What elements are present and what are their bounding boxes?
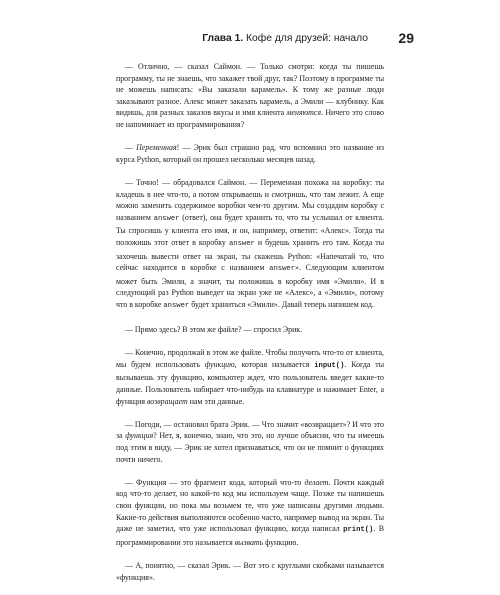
emphasis-term: делает — [304, 477, 329, 487]
paragraph — [116, 177, 384, 313]
text-run: — Конечно, продолжай в этом же файле. Чтобы получить что-то от клиента, мы будем использовать — [116, 348, 384, 369]
code-term: answer — [269, 265, 296, 274]
text-run: ». Следующим клиентом может быть Эмили, а значит, ты положишь в коробку имя «Эмили». И в следующий раз Python выведет на экран уже не «Алекс», а «Эмили», потому что в коробке — [116, 263, 384, 309]
text-run: . Когда ты вызываешь эту функцию, компьютер ждет, что пользователь введет какие-то данные. Пользователь набирает что-нибудь на клавиатуре и нажимает Enter, а функция — [116, 359, 384, 406]
chapter-heading — [202, 33, 368, 44]
code-term: input() — [314, 361, 345, 370]
chapter-title: Кофе для друзей: начало — [246, 33, 368, 44]
text-run: . В программировании это называется — [116, 524, 384, 547]
text-run: . Ничего это слово не напоминает из программирования? — [116, 108, 385, 129]
text-run: — Точно! — обрадовался Саймон. — Переменная похожа на коробку: ты кладешь в нее что-то, а потом открываешь и смотришь, что там лежит. А еще можно заменить содержимое коробки чем-то другим. Мы создадим коробку с названием — [116, 177, 384, 222]
paragraph — [116, 324, 384, 336]
text-run: ? Нет, я, конечно, знаю, что это, но лучше объясни, что ты имеешь под этим в виду, — Эрик не хотел признаваться, что он не помнит о функциях почти ничего. — [116, 431, 384, 464]
emphasis-term: функция — [125, 431, 154, 441]
code-term: print() — [343, 526, 374, 535]
text-run: — А, понятно, — сказал Эрик. — Вот это с круглыми скобками называется «функция». — [116, 560, 384, 582]
text-run: будет храниться «Эмили». Давай теперь напишем код. — [189, 299, 374, 309]
body-text — [116, 61, 384, 595]
paragraph — [116, 560, 384, 583]
emphasis-term: функцию — [204, 359, 235, 369]
paragraph — [116, 142, 384, 165]
emphasis-term: меняются — [286, 108, 322, 118]
code-term: answer — [163, 301, 190, 310]
page-number: 29 — [398, 30, 414, 46]
chapter-label: Глава 1. — [202, 33, 244, 44]
text-run: нам эти данные. — [187, 396, 245, 406]
text-run: (ответ), она будет хранить то, что ты услышал от клиента. Ты спросишь у клиента его имя, и он, например, ответит: «Алекс». Тогда ты положишь этот ответ в коробку — [116, 212, 384, 247]
text-run: ! — Эрик был страшно рад, что вспомнил это название из курса Python, который он прошел несколько месяцев назад. — [116, 143, 384, 164]
emphasis-term: возвращает — [146, 396, 188, 406]
text-run: — Отлично, — сказал Саймон. — Только смотри: когда ты пишешь программу, ты не знаешь, что закажет твой друг, так? Поэтому в программе ты не можешь написать: «Вы заказали карамель». К тому же разные люди заказывают разное. Алекс может заказать карамель, а Эмили — клубнику. Как видишь, для разных заказов вкусы и имя клиента — [116, 62, 384, 118]
text-run: — Функция — это фрагмент кода, который что-то — [125, 477, 305, 487]
text-run: — Погоди, — остановил брата Эрик. — Что значит «возвращает»? И что это за — [116, 419, 384, 441]
text-run: — — [125, 143, 137, 153]
text-run: . Почти каждый код что-то делает, но какой-то код мы используем чаще. Позже ты напишешь свои функции, но пока мы возьмем те, что уже написаны другими людьми. Какие-то действия выполняются особенно часто, например вывод на экран. Ты даже не заметил, что уже использовал функцию, когда написал — [116, 477, 384, 534]
paragraph — [116, 347, 384, 407]
code-term: answer — [228, 239, 255, 248]
paragraph — [116, 477, 384, 549]
paragraph — [116, 61, 384, 131]
running-header — [84, 31, 414, 49]
code-term: answer — [153, 214, 180, 223]
paragraph — [116, 419, 384, 465]
emphasis-term: Переменная — [136, 143, 177, 153]
text-run: — Прямо здесь? В этом же файле? — спросил Эрик. — [125, 325, 303, 335]
emphasis-term: вызвать — [234, 537, 264, 547]
text-run: и будешь хранить его там. Когда ты захочешь вывести ответ на экран, ты скажешь Python: «Напечатай то, что сейчас находится в коробке с названием — [116, 237, 385, 273]
text-run: , которая называется — [234, 359, 315, 369]
text-run: функцию. — [263, 537, 299, 547]
